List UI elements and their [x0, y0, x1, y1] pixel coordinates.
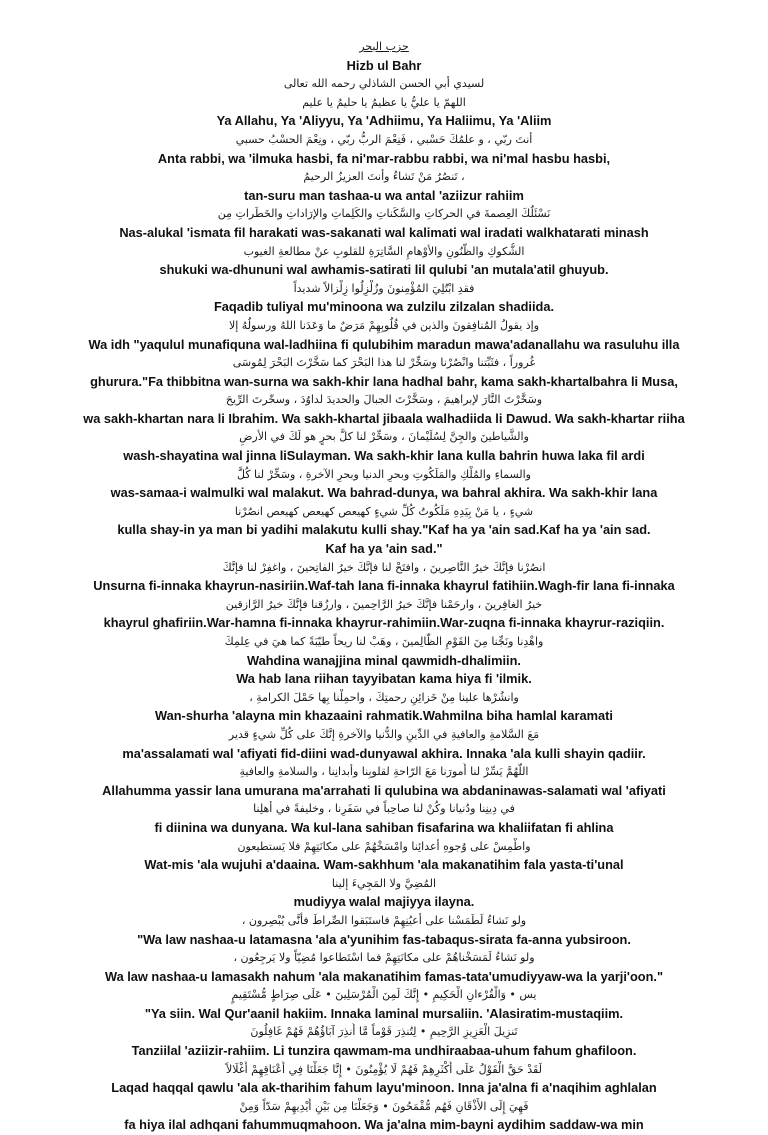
arabic-line: انصُرْنا فإنَّكَ خيرُ النَّاصِرينَ ، وافتَحْ لنا فإنَّكَ خيرُ الفاتِحينَ ، واغفِرْ لنا فإنَّكَ	[222, 560, 546, 574]
transliteration-line: Allahumma yassir lana umurana ma'arrahati li qulubina wa abdaninawas-salamati wal 'afiyati	[102, 782, 666, 798]
text-body	[0, 94, 768, 1135]
transliteration-line: wash-shayatina wal jinna liSulayman. Wa sakh-khir lana kulla bahrin huwa laka fil ardi	[123, 448, 645, 464]
title-arabic: حزب البحر	[359, 40, 409, 53]
arabic-line: أنتَ ربّي ، و علمُكَ حَسْبي ، فَنِعْمَ الربُّ ربّي ، ونِعْمَ الحسْبُ حسبي	[235, 132, 533, 146]
arabic-line: اللّهُمَّ يَسِّرْ لنا أُمورَنا مَعَ الرّاحةِ لقلوبِنا وأبدانِنا ، والسلامةِ والعافيةِ	[239, 765, 529, 779]
arabic-line: نَسْئَلُكَ العِصمةَ في الحركاتِ والسَّكَناتِ والكَلِماتِ والإرَاداتِ والخَطَراتِ مِن	[217, 207, 551, 221]
arabic-line: فقدِ ابْتُلِيَ المُؤْمِنونَ وزُلْزِلُوا زِلْزالاً شديداً	[293, 281, 475, 295]
arabic-line: فَهِيَ إِلَى الأَذْقَانِ فَهُم مُّقْمَحُونَ • وَجَعَلْنَا مِن بَيْنِ أَيْدِيهِمْ سَدّاً وَمِنْ	[239, 1099, 529, 1113]
arabic-line: يس • وَالْقُرْءانِ الْحَكِيمِ • إِنَّكَ لَمِنَ الْمُرْسَلِينَ • عَلَى صِرَاطٍ مُّسْتَقِيمٍ	[231, 988, 537, 1002]
transliteration-line: Nas-alukal 'ismata fil harakati was-sakanati wal kalimati wal iradati walkhatarati minash	[119, 224, 649, 240]
transliteration-line: Wa idh "yaqulul munafiquna wal-ladhiina fi qulubihim maradun mawa'adanallahu wa rasuluhu illa	[88, 336, 680, 352]
transliteration-line: ma'assalamati wal 'afiyati fid-diini wad-dunyawal akhira. Innaka 'ala kulli shayin qadiir.	[122, 745, 646, 761]
arabic-line: في دِينِنا ودُنيانا وكُنْ لنا صاحِباً في سَفَرِنا ، وخليفةً في أهلِنا	[253, 802, 515, 816]
arabic-line: غُروراً ، فثَبِّتنا وانْصُرْنا وسَخِّرْ لنا هذا البَحْرَ كما سَخَّرْتَ البَحْرَ لِمُوسَى	[232, 356, 536, 370]
arabic-line: ولو نَشاءُ لَطَمَسْنا على أعيُنِهِمْ فاستَبَقوا الصِّراطَ فأنَّى يُبْصِرون ،	[241, 913, 527, 927]
transliteration-line: Unsurna fi-innaka khayrun-nasiriin.Waf-tah lana fi-innaka khayrul fatihiin.Wagh-fir lana fi-innaka	[93, 578, 675, 594]
transliteration-line: fi diinina wa dunyana. Wa kul-lana sahiban fisafarina wa khaliifatan fi ahlina	[154, 819, 614, 835]
document-title: Hizb ul Bahr	[346, 57, 422, 73]
transliteration-line: was-samaa-i walmulki wal malakut. Wa bahrad-dunya, wa bahral akhira. Wa sakh-khir lana	[110, 485, 658, 501]
transliteration-line: "Ya siin. Wal Qur'aanil hakiim. Innaka laminal mursaliin. 'Alasiratim-mustaqiim.	[144, 1005, 624, 1021]
arabic-line: المُضِيَّ ولا المَجِيءَ إلينا	[331, 876, 437, 890]
transliteration-line: Wahdina wanajjina minal qawmidh-dhalimiin.	[247, 652, 521, 668]
transliteration-line: Faqadib tuliyal mu'minoona wa zulzilu zilzalan shadiida.	[213, 299, 555, 315]
arabic-line: ، تَنصُرُ مَنْ تَشاءُ وأنتَ العزيزُ الرحيمُ	[303, 170, 465, 184]
arabic-line: واهْدِنا ونَجِّنا مِنَ القَوْمِ الظّالِمينَ ، وهَبْ لنا ريحاً طيّبَةً كما هيَ في عِلمِكَ	[224, 635, 544, 648]
transliteration-line: kulla shay-in ya man bi yadihi malakutu kulli shay."Kaf ha ya 'ain sad.Kaf ha ya 'ain sad.	[117, 522, 651, 538]
arabic-line: ولو نَشاءُ لَمَسَخْناهُمْ على مكانَتِهِمْ فما اسْتَطاعوا مُضِيّاً ولا يَرجِعُون ،	[233, 951, 535, 965]
arabic-line: وإذ يقولُ المُنافِقونَ والذين في قُلُوبِهِمْ مَرَضٌ ما وَعَدَنا اللهُ ورسولُهُ إلا	[228, 318, 540, 332]
transliteration-line: Ya Allahu, Ya 'Aliyyu, Ya 'Adhiimu, Ya Haliimu, Ya 'Aliim	[216, 113, 552, 129]
transliteration-line: Wa hab lana riihan tayyibatan kama hiya fi 'ilmik.	[236, 671, 532, 687]
transliteration-line: Wan-shurha 'alayna min khazaaini rahmatik.Wahmilna biha hamlal karamati	[155, 708, 613, 724]
arabic-line: لَقَدْ حَقَّ الْقَوْلُ عَلَى أَكْثَرِهِمْ فَهُمْ لَا يُؤْمِنُونَ • إِنَّا جَعَلْنَا فِي أَعْنَاقِهِمْ أَغْلَالاً	[226, 1062, 542, 1076]
transliteration-line: khayrul ghafiriin.War-hamna fi-innaka khayrur-rahimiin.War-zuqna fi-innaka khayrur-raziqiin.	[103, 615, 665, 631]
arabic-line: اللهمّ يا عليُّ يا عظيمُ يا حليمُ يا عليم	[302, 95, 466, 109]
transliteration-line: tan-suru man tashaa-u wa antal 'aziizur rahiim	[244, 187, 524, 203]
arabic-line: مَعَ السَّلامةِ والعافيةِ في الدِّينِ والدُّنيا والآخرةِ إنَّكَ على كُلِّ شيءٍ قدير	[228, 727, 540, 741]
transliteration-line: Anta rabbi, wa 'ilmuka hasbi, fa ni'mar-rabbu rabbi, wa ni'mal hasbu hasbi,	[157, 150, 611, 166]
arabic-line: وانشُرْها علينا مِنْ خَزائِنِ رحمتِكَ ، واحمِلْنا بِها حَمْلَ الكرامةِ ،	[249, 690, 519, 704]
transliteration-line: mudiyya walal majiyya ilayna.	[293, 894, 475, 910]
transliteration-line: fa hiya ilal adhqani fahummuqmahoon. Wa ja'alna mim-bayni aydihim saddaw-wa min	[124, 1117, 644, 1133]
arabic-line: تَنزِيلَ الْعَزِيزِ الرَّحِيمِ • لِتُنذِرَ قَوْماً مَّا أُنذِرَ آبَاؤُهُمْ فَهُمْ غَافِلُونَ	[250, 1025, 518, 1039]
transliteration-line: ghurura."Fa thibbitna wan-surna wa sakh-khir lana hadhal bahr, kama sakh-khartalbahra li Musa,	[90, 373, 678, 389]
transliteration-line: Kaf ha ya 'ain sad."	[325, 541, 443, 557]
transliteration-line: shukuki wa-dhununi wal awhamis-satirati lil qulubi 'an mutala'atil ghuyub.	[159, 262, 609, 278]
arabic-line: والسماءِ والمُلْكِ والمَلَكُوتِ وبحرِ الدنيا وبحرِ الآخرةِ ، وسَخِّرْ لنا كُلَّ	[236, 467, 531, 481]
arabic-line: الشُّكوكِ والظُّنُونِ والأوْهامِ السَّاتِرَةِ للقلوبِ عنْ مطالعةِ الغيوب	[243, 244, 525, 258]
transliteration-line: Wat-mis 'ala wujuhi a'daaina. Wam-sakhhum 'ala makanatihim fala yasta-ti'unal	[144, 857, 624, 873]
arabic-line: واطْمِسْ على وُجوهِ أعدائِنا وامْسَخْهُمْ على مكانَتِهِمْ فلا يَستطيعون	[237, 839, 531, 853]
arabic-line: والشَّياطينَ والجِنَّ لِسُلَيْمانَ ، وسَخِّرْ لنا كلَّ بحرٍ هو لَكَ في الأرضِ	[239, 430, 529, 444]
transliteration-line: Tanziilal 'aziizir-rahiim. Li tunzira qawmam-ma undhiraabaa-uhum fahum ghafiloon.	[131, 1043, 637, 1059]
attribution: لسيدي أبي الحسن الشاذلي رحمه الله تعالى	[283, 77, 485, 91]
arabic-line: شيءٍ ، يا مَنْ بِيَدِهِ مَلَكُوتُ كُلِّ شيءٍ كهيعص كهيعص كهيعص انصُرْنا	[234, 504, 534, 518]
transliteration-line: wa sakh-khartan nara li Ibrahim. Wa sakh-khartal jibaala walhadiida li Dawud. Wa sakh-khartar riiha	[83, 410, 685, 426]
transliteration-line: "Wa law nashaa-u latamasna 'ala a'yunihim fas-tabaqus-sirata fa-anna yubsiroon.	[137, 931, 631, 947]
transliteration-line: Laqad haqqal qawlu 'ala ak-tharihim fahum layu'minoon. Inna ja'alna fi a'naqihim aghlalan	[111, 1080, 657, 1096]
arabic-line: وسَخَّرْتَ النَّارَ لإبراهيمَ ، وسَخَّرْتَ الجبالَ والحديدَ لداوُدَ ، وسخّرتَ الرِّيحَ	[225, 393, 543, 407]
arabic-line: خيرُ الغافِرينَ ، وارحَمْنا فإنَّكَ خيرُ الرَّاحِمينَ ، وارزُقنا فإنَّكَ خيرُ الرَّازقين	[225, 597, 543, 611]
transliteration-line: Wa law nashaa-u lamasakh nahum 'ala makanatihim famas-tata'umudiyyaw-wa la yarji'oon."	[104, 968, 664, 984]
